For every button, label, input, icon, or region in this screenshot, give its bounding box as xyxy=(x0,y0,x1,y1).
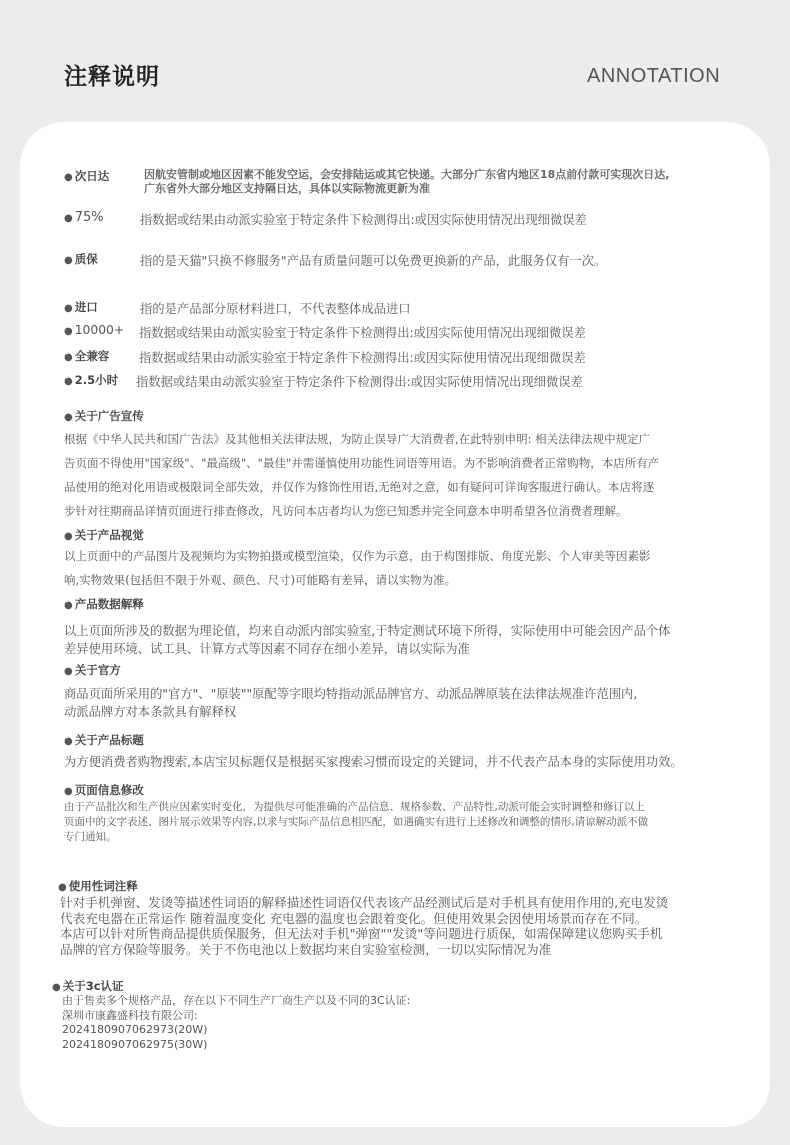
section-line: 动派品牌方对本条款具有解释权 xyxy=(64,705,237,719)
item-label: ● 进口 xyxy=(64,300,98,314)
section-line: 步针对往期商品详情页面进行排查修改，凡访问本店者均认为您已知悉并完全同意本申明希望各位消费者理解。 xyxy=(64,504,628,518)
section-line: 差异使用环境、试工具、计算方式等因素不同存在细小差异，请以实际为准 xyxy=(64,642,470,656)
item-2-5h xyxy=(64,372,118,388)
section-line: 由于售卖多个规格产品，存在以下不同生产厂商生产以及不同的3C认证: xyxy=(62,994,411,1007)
section-page-info xyxy=(64,782,144,798)
section-line: 2024180907062975(30W) xyxy=(62,1037,208,1051)
section-line: 页面中的文字表述、图片展示效果等内容,以求与实际产品信息相匹配，如遇确实有进行上述修改和调整的情形,请谅解动派不做 xyxy=(64,816,649,828)
page-title-en: ANNOTATION xyxy=(587,65,721,87)
section-line: 代表充电器在正常运作 随着温度变化 充电器的温度也会跟着变化。但使用效果会因使用场景而存在不同。 xyxy=(60,910,648,926)
section-heading: ● 使用性词注释 xyxy=(58,878,138,894)
section-title xyxy=(64,732,144,748)
section-line: 以上页面中的产品图片及视频均为实物拍摄或模型渲染，仅作为示意，由于构图排版、角度光影、个人审美等因素影 xyxy=(64,549,651,563)
section-ad-body xyxy=(64,427,659,523)
item-text-line: 指的是天猫"只换不修服务"产品有质量问题可以免费更换新的产品，此服务仅有一次。 xyxy=(140,254,607,268)
section-3c xyxy=(52,978,124,994)
section-line: 专门通知。 xyxy=(64,831,117,843)
item-text-line: 指数据或结果由动派实验室于特定条件下检测得出:或因实际使用情况出现细微误差 xyxy=(139,326,586,340)
item-label: ● 全兼容 xyxy=(64,349,109,363)
section-3c-body xyxy=(62,994,410,1052)
page-title: 注释说明 xyxy=(64,64,160,90)
section-data xyxy=(64,596,144,612)
section-visual-body xyxy=(64,544,651,592)
item-label: ● 次日达 xyxy=(64,169,109,183)
item-next-day xyxy=(64,168,109,184)
item-text-line: 广东省外大部分地区支持隔日达，具体以实际物流更新为准 xyxy=(144,182,430,195)
item-text-line: 指数据或结果由动派实验室于特定条件下检测得出:或因实际使用情况出现细微误差 xyxy=(136,375,583,389)
section-words xyxy=(58,878,138,894)
section-heading: ● 关于产品视觉 xyxy=(64,527,144,543)
section-line: 商品页面所采用的"官方"、"原装""原配等字眼均特指动派品牌官方、动派品牌原装在法律法规准许范围内, xyxy=(64,687,638,701)
item-text-line: 指的是产品部分原材料进口，不代表整体成品进口 xyxy=(140,302,411,316)
section-visual xyxy=(64,527,144,543)
section-line: 2024180907062973(20W) xyxy=(62,1023,208,1036)
section-line: 为方便消费者购物搜索,本店宝贝标题仅是根据买家搜索习惯而设定的关键词，并不代表产品本身的实际使用功效。 xyxy=(64,755,683,769)
section-official-body xyxy=(64,685,637,721)
section-heading: ● 产品数据解释 xyxy=(64,596,144,612)
item-label: ● 2.5小时 xyxy=(64,373,118,387)
section-heading: ● 页面信息修改 xyxy=(64,782,144,798)
section-line: 品牌的官方保险等服务。关于不伤电池以上数据均来自实验室检测，一切以实际情况为准 xyxy=(60,941,552,957)
section-words-body xyxy=(60,895,669,957)
section-page-info-body xyxy=(64,800,648,845)
item-import xyxy=(64,299,98,315)
item-next-day-text xyxy=(144,168,669,196)
section-line: 以上页面所涉及的数据为理论值，均来自动派内部实验室,于特定测试环境下所得，实际使用中可能会因产品个体 xyxy=(64,624,671,638)
section-line: 响,实物效果(包括但不限于外观、颜色、尺寸)可能略有差异，请以实物为准。 xyxy=(64,573,457,587)
item-label: ● 75% xyxy=(64,210,104,225)
section-heading: ● 关于官方 xyxy=(64,662,121,678)
section-line: 告页面不得使用"国家级"、"最高级"、"最佳"并需谨慎使用功能性词语等用语。为不影响消费者正常购物，本店所有产 xyxy=(64,456,660,470)
item-warranty xyxy=(64,251,98,267)
item-75 xyxy=(64,210,104,225)
section-ad xyxy=(64,408,144,424)
section-line: 本店可以针对所售商品提供质保服务，但无法对手机"弹窗""发烫"等问题进行质保，如需保障建议您购买手机 xyxy=(60,926,663,941)
item-label: ● 10000+ xyxy=(64,323,124,337)
section-line: 深圳市康鑫盛科技有限公司: xyxy=(62,1008,198,1022)
section-line: 根据《中华人民共和国广告法》及其他相关法律法规，为防止误导广大消费者,在此特别申明: 相关法律法规中规定广 xyxy=(64,432,651,446)
section-heading: ● 关于产品标题 xyxy=(64,732,144,748)
item-compatible xyxy=(64,348,109,364)
item-text-line: 因航安管制或地区因素不能发空运，会安排陆运或其它快递。大部分广东省内地区18点前付款可实现次日达, xyxy=(144,168,670,181)
section-line: 由于产品批次和生产供应因素实时变化，为提供尽可能准确的产品信息、规格参数、产品特性,动派可能会实时调整和修订以上 xyxy=(64,801,645,813)
section-heading: ● 关于广告宣传 xyxy=(64,408,144,424)
section-line: 针对手机弹窗、发烫等描述性词语的解释描述性词语仅代表该产品经测试后是对手机具有使用作用的,充电发烫 xyxy=(60,895,669,910)
section-data-body xyxy=(64,622,670,658)
item-text-line: 指数据或结果由动派实验室于特定条件下检测得出:或因实际使用情况出现细微误差 xyxy=(139,351,586,365)
section-official xyxy=(64,662,121,678)
item-text-line: 指数据或结果由动派实验室于特定条件下检测得出:或因实际使用情况出现细微误差 xyxy=(140,213,587,227)
item-label: ● 质保 xyxy=(64,252,98,266)
section-heading: ● 关于3c认证 xyxy=(52,978,124,994)
item-10000 xyxy=(64,323,124,337)
section-line: 品使用的绝对化用语或极限词全部失效，并仅作为修饰性用语,无绝对之意，如有疑问可详询客服进行确认。本店将逐 xyxy=(64,480,655,494)
